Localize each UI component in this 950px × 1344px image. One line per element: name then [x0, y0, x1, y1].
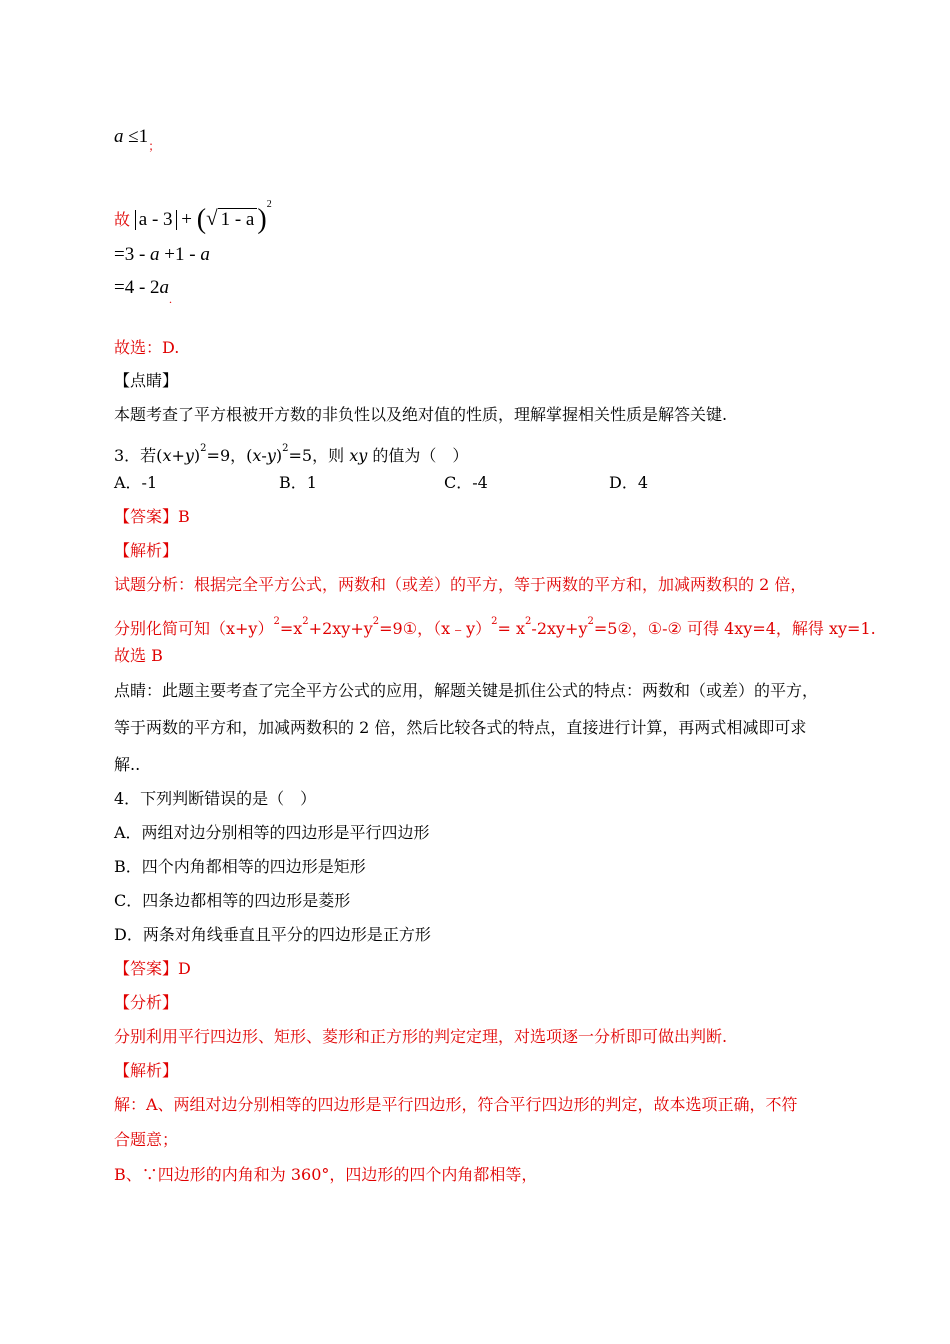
abs-value: a - 3 — [135, 210, 177, 230]
inequality-line — [114, 126, 160, 157]
q4-option-a: A．两组对边分别相等的四边形是平行四边形 — [114, 823, 430, 842]
dianjing-text: 本题考查了平方根被开方数的非负性以及绝对值的性质，理解掌握相关性质是解答关键. — [114, 405, 728, 424]
q3-analysis-1: 试题分析：根据完全平方公式，两数和（或差）的平方，等于两数的平方和，加减两数积的 2 倍， — [114, 575, 807, 594]
q3-dianjing-1: 点睛：此题主要考查了完全平方公式的应用，解题关键是抓住公式的特点：两数和（或差）的平方， — [114, 681, 819, 700]
q4-option-b: B．四个内角都相等的四边形是矩形 — [114, 857, 366, 876]
var-a: a — [114, 126, 124, 147]
dianjing-label: 【点睛】 — [114, 371, 179, 390]
semicolon: ； — [148, 139, 161, 153]
option-c: C．-4 — [444, 473, 488, 492]
q3-choice: 故选 B — [114, 646, 163, 665]
q4-fenxi-text: 分别利用平行四边形、矩形、菱形和正方形的判定定理，对选项逐一分析即可做出判断. — [114, 1027, 728, 1046]
q4-fenxi-label: 【分析】 — [114, 993, 179, 1012]
q4-option-d: D．两条对角线垂直且平分的四边形是正方形 — [114, 925, 431, 944]
q4-option-c: C．四条边都相等的四边形是菱形 — [114, 891, 351, 910]
step-1: =3 - a +1 - a — [114, 244, 210, 265]
q3-answer: 【答案】B — [114, 507, 190, 526]
sqrt-icon: √ — [206, 206, 218, 230]
q4-jiexi-1: 解：A、两组对边分别相等的四边形是平行四边形，符合平行四边形的判定，故本选项正确，不符 — [114, 1095, 798, 1114]
sqrt-radicand: 1 - a — [218, 208, 258, 230]
plus-sign: + — [181, 209, 192, 230]
q3-jiexi-label: 【解析】 — [114, 541, 179, 560]
q4-jiexi-label: 【解析】 — [114, 1061, 179, 1080]
step-2: $=4 - 2a_.$ — [114, 277, 173, 306]
q4-answer: 【答案】D — [114, 959, 191, 978]
gu-prefix: 故 — [114, 210, 131, 229]
q3-dianjing-3: 解.. — [114, 755, 141, 774]
exponent: 2 — [266, 199, 272, 210]
q3-dianjing-2: 等于两数的平方和，加减两数积的 2 倍，然后比较各式的特点，直接进行计算，再两式相减即可求 — [114, 718, 807, 737]
option-d: D．4 — [609, 473, 649, 492]
expression-line: 故 a - 3 + (√ 1 - a )$^2$ — [114, 199, 272, 235]
option-a: A．-1 — [114, 473, 158, 492]
q4-jiexi-2: 合题意； — [114, 1130, 179, 1149]
choice-d: 故选：D. — [114, 338, 180, 357]
option-b: B．1 — [279, 473, 317, 492]
le-one: ≤1 — [128, 126, 149, 147]
q3-analysis-2: 分别化简可知$(x+y)^2=x^2+2xy+y^2=9①$，（x﹣y）$^2$= $x^2-2xy+y^2=5②$，①-② 可得 4xy=4，解得 xy=1. — [114, 616, 876, 638]
question-4-stem: 4．下列判断错误的是（ ） — [114, 789, 317, 808]
q4-jiexi-3: B、∵四边形的内角和为 360°，四边形的四个内角都相等， — [114, 1165, 538, 1184]
question-3-stem: 3．若$(x+y)^2=9$，$(x-y)^2=5$，则 xy 的值为（ ） — [114, 443, 469, 465]
